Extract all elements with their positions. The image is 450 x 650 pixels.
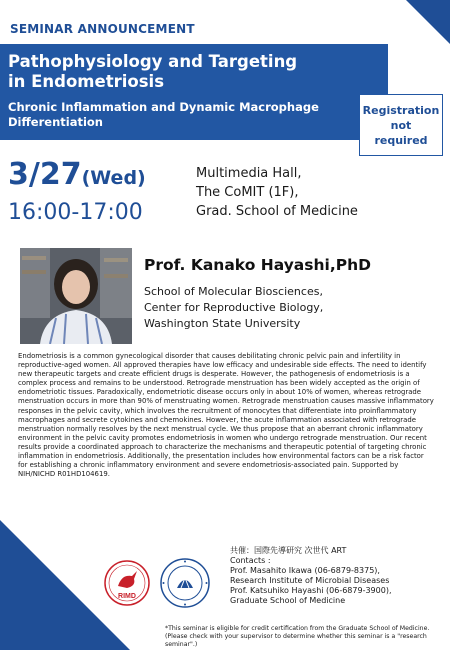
abstract-text: Endometriosis is a common gynecological disorder that causes debilitating chronic pelvic pain and infertility in reproductive-aged women. All approved therapies have low efficacy and undesirable side effects. The need to identify new therapeutic targets and create efficient drugs is desperate. However, the pathogenesis of endometriosis is a complex process and remains to be understood. Retrograde menstruation has been widely accepted as the origin of endometriotic tissues. Paradoxically, endometriotic disease occurs only in about 10% of women, whereas retrograde menstruation occurs in more than 90% of menstruating women. Retrograde menstruation causes massive inflammatory responses in the pelvic cavity, which involves the recruitment of monocytes that differentiate into proinflammatory macrophages and secrete cytokines and chemokines. However, the acute inflammation associated with retrograde menstruation normally resolves by the next menstrual cycle. We thus propose that an aberrant chronic inflammatory environment in the pelvic cavity promotes endometriosis in women who undergo retrograde menstruation. Our recent results provide a coordinated approach to characterize the mechanisms and therapeutic potential of targeting chronic inflammation in endometriosis. Additionally, the presentation includes how environmental factors can be a risk factor for establishing a chronic inflammatory environment and severe endometriosis-associated pain. Supported by NIH/NICHD R01HD104619. bbox=[18, 352, 434, 479]
university-seal-icon bbox=[160, 558, 210, 608]
rimd-logo-icon bbox=[104, 560, 150, 606]
venue-line-1: Multimedia Hall, bbox=[196, 166, 302, 181]
speaker-photo bbox=[20, 248, 132, 344]
registration-line-1: Registration bbox=[362, 103, 440, 117]
seminar-date bbox=[8, 158, 146, 195]
registration-badge bbox=[359, 94, 443, 156]
title-line-1: Pathophysiology and Targeting bbox=[8, 52, 298, 71]
contact-2-dept: Graduate School of Medicine bbox=[230, 596, 346, 605]
venue bbox=[196, 164, 358, 221]
speaker-name: Prof. Kanako Hayashi,PhD bbox=[144, 256, 371, 274]
rimd-logo-text: RIMD bbox=[118, 593, 136, 600]
contact-1-name: Prof. Masahito Ikawa (06-6879-8375), bbox=[230, 566, 380, 575]
contacts-block bbox=[230, 546, 392, 606]
seminar-time: 16:00-17:00 bbox=[8, 200, 143, 225]
contact-1-dept: Research Institute of Microbial Diseases bbox=[230, 576, 390, 585]
seminar-title bbox=[8, 52, 378, 92]
venue-line-3: Grad. School of Medicine bbox=[196, 204, 358, 219]
sponsor-line: 共催：国際先導研究 次世代 ART bbox=[230, 546, 347, 555]
corner-accent bbox=[406, 0, 450, 44]
contacts-label: Contacts : bbox=[230, 556, 271, 565]
announcement-label: SEMINAR ANNOUNCEMENT bbox=[10, 22, 195, 36]
subtitle-line-2: Differentiation bbox=[8, 115, 103, 129]
subtitle-line-1: Chronic Inflammation and Dynamic Macrophage bbox=[8, 100, 319, 114]
seminar-subtitle bbox=[8, 100, 378, 130]
venue-line-2: The CoMIT (1F), bbox=[196, 185, 299, 200]
affiliation-line-2: Center for Reproductive Biology, bbox=[144, 301, 324, 314]
title-line-2: in Endometriosis bbox=[8, 72, 165, 91]
affiliation-line-3: Washington State University bbox=[144, 317, 301, 330]
speaker-affiliation bbox=[144, 284, 323, 332]
day-of-week: (Wed) bbox=[81, 167, 146, 189]
university-seal bbox=[160, 558, 210, 612]
registration-line-3: required bbox=[374, 133, 428, 147]
speaker-portrait-icon bbox=[20, 248, 132, 344]
footnote: *This seminar is eligible for credit certification from the Graduate School of Medicine. (Please check with your supervisor to determine whether this seminar is a "research seminar".) bbox=[165, 625, 430, 648]
contact-2-name: Prof. Katsuhiko Hayashi (06-6879-3900), bbox=[230, 586, 392, 595]
registration-line-2: not bbox=[390, 118, 412, 132]
rimd-logo bbox=[104, 560, 150, 610]
affiliation-line-1: School of Molecular Biosciences, bbox=[144, 285, 323, 298]
date-value: 3/27 bbox=[8, 157, 82, 192]
